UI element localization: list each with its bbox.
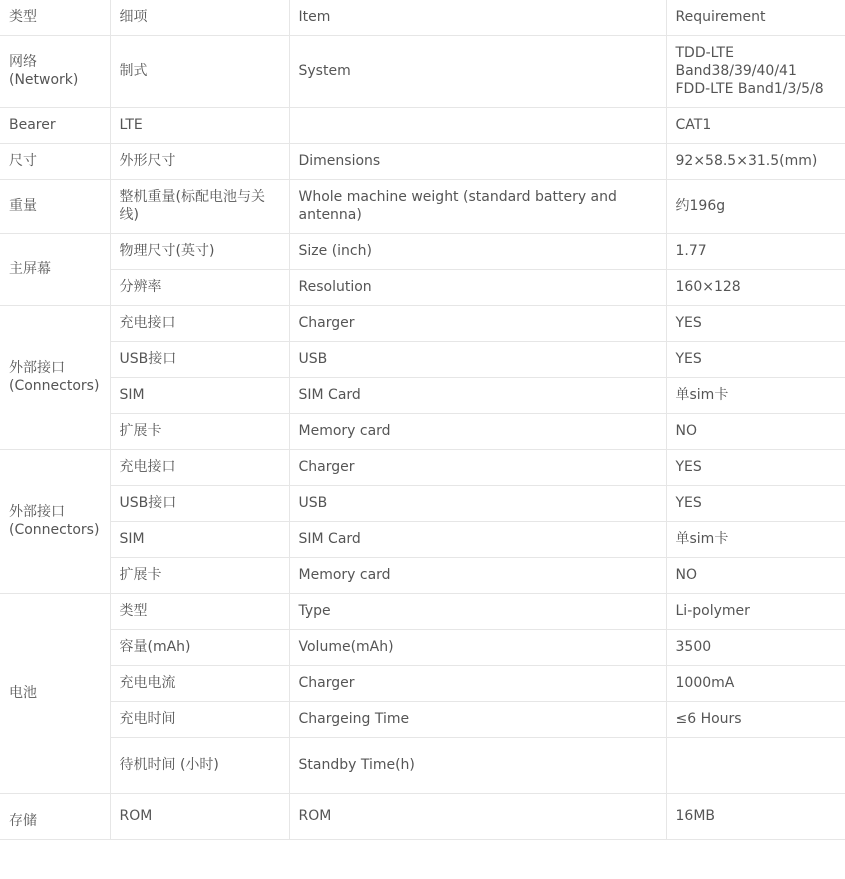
table-row [0,594,845,630]
requirement-cell: CAT1 [666,108,845,144]
table-row [0,144,845,180]
category-cell: Bearer [0,108,110,144]
item-cell: Type [289,594,666,630]
table-row [0,486,845,522]
table-row [0,702,845,738]
detail-cell: 充电电流 [110,666,289,702]
header-detail: 细项 [110,0,289,36]
item-cell: System [289,36,666,108]
requirement-cell: 3500 [666,630,845,666]
detail-cell: SIM [110,378,289,414]
requirement-cell: NO [666,558,845,594]
item-cell: Charger [289,306,666,342]
requirement-cell: 1000mA [666,666,845,702]
detail-cell: 充电接口 [110,306,289,342]
item-cell: Standby Time(h) [289,738,666,794]
item-cell: Chargeing Time [289,702,666,738]
item-cell: Volume(mAh) [289,630,666,666]
item-cell: ROM [289,794,666,840]
table-row [0,666,845,702]
table-row [0,450,845,486]
item-cell: Whole machine weight (standard battery and antenna) [289,180,666,234]
detail-cell: USB接口 [110,486,289,522]
table-row [0,180,845,234]
detail-cell: 充电接口 [110,450,289,486]
table-row [0,630,845,666]
requirement-cell: 1.77 [666,234,845,270]
detail-cell: LTE [110,108,289,144]
category-cell: 重量 [0,180,110,234]
table-row [0,794,845,840]
table-row [0,414,845,450]
detail-cell: 物理尺寸(英寸) [110,234,289,270]
requirement-cell: TDD-LTE Band38/39/40/41 FDD-LTE Band1/3/5/8 [666,36,845,108]
detail-cell: 分辨率 [110,270,289,306]
table-row [0,342,845,378]
table-row [0,306,845,342]
detail-cell: 整机重量(标配电池与关线) [110,180,289,234]
requirement-cell: NO [666,414,845,450]
requirement-cell: 单sim卡 [666,378,845,414]
detail-cell: 外形尺寸 [110,144,289,180]
detail-cell: ROM [110,794,289,840]
category-cell: 外部接口 (Connectors) [0,450,110,594]
requirement-cell: YES [666,306,845,342]
header-category: 类型 [0,0,110,36]
category-cell: 网络 (Network) [0,36,110,108]
requirement-cell: Li-polymer [666,594,845,630]
header-requirement: Requirement [666,0,845,36]
table-row [0,558,845,594]
table-row [0,522,845,558]
detail-cell: USB接口 [110,342,289,378]
table-row [0,234,845,270]
detail-cell: 扩展卡 [110,558,289,594]
table-row [0,36,845,108]
requirement-cell [666,738,845,794]
item-cell: Memory card [289,414,666,450]
category-cell: 电池 [0,594,110,794]
category-cell: 外部接口 (Connectors) [0,306,110,450]
table-row [0,378,845,414]
detail-cell: 容量(mAh) [110,630,289,666]
item-cell: Resolution [289,270,666,306]
item-cell: Charger [289,666,666,702]
detail-cell: 扩展卡 [110,414,289,450]
category-cell: 主屏幕 [0,234,110,306]
detail-cell: 待机时间 (小时) [110,738,289,794]
item-cell: USB [289,486,666,522]
detail-cell: 类型 [110,594,289,630]
requirement-cell: 单sim卡 [666,522,845,558]
item-cell: Size (inch) [289,234,666,270]
requirement-cell: 92×58.5×31.5(mm) [666,144,845,180]
item-cell: USB [289,342,666,378]
requirement-cell: 160×128 [666,270,845,306]
table-row [0,270,845,306]
category-cell: 尺寸 [0,144,110,180]
item-cell [289,108,666,144]
item-cell: Memory card [289,558,666,594]
requirement-cell: ≤6 Hours [666,702,845,738]
item-cell: Dimensions [289,144,666,180]
requirement-cell: YES [666,486,845,522]
header-item: Item [289,0,666,36]
table-row [0,108,845,144]
requirement-cell: 约196g [666,180,845,234]
item-cell: SIM Card [289,378,666,414]
requirement-cell: 16MB [666,794,845,840]
requirement-cell: YES [666,450,845,486]
category-cell: 存储 [0,794,110,840]
item-cell: SIM Card [289,522,666,558]
item-cell: Charger [289,450,666,486]
requirement-cell: YES [666,342,845,378]
detail-cell: 制式 [110,36,289,108]
detail-cell: SIM [110,522,289,558]
detail-cell: 充电时间 [110,702,289,738]
header-row [0,0,845,36]
table-row [0,738,845,794]
